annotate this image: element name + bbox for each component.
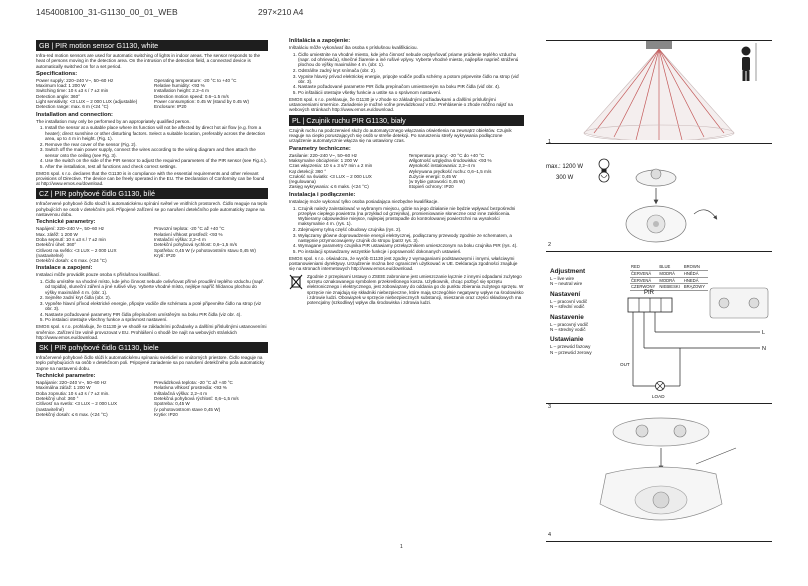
disposal-notice [289, 274, 524, 306]
pl-spec-title: Parametry techniczne: [289, 145, 351, 152]
spec-row: Maximálna záťaž: 1 200 W [36, 385, 91, 391]
legend-title-sk: Nastavenie [550, 313, 584, 321]
table-cell: MODRÁ [658, 270, 682, 277]
spec-row: Detekčný dosah: ≤ 6 max. (<24 °C) [36, 411, 108, 417]
sk-install-steps [289, 52, 524, 96]
table-header: BROWN [683, 264, 708, 270]
disposal-text: Zgodnie z przepisami Ustawy o ZSEIE zabronione jest umieszczanie łącznie z innymi odpadami zużytego sprzętu oznakowanego symbolem przekreślonego kosza. Użytkownik, chcąc pozbyć się sprzętu elektronicznego i elektrycznego, jest zobowiązany do oddania go do punktu zbierania zużytego sprzętu. W sprzęcie nie znajdują się składniki niebezpieczne, które mają szczególnie negatywny wpływ na środowisko i zdrowie ludzi. Obowiązek w sprzęcie niebezpiecznych substancji, mieszanin oraz części składowych ma potencjalny (szkodliwy) wpływ dla środowiska i zdrowia ludzi. [307, 273, 524, 306]
spec-row: Detekční dosah: ≤ 6 max. (<24 °C) [36, 258, 107, 264]
list-item: 5. Po instalacji sprawdzamy wszystkie funkcje i poprawność dokonanych ustawień. [298, 249, 524, 254]
legend-line: L – pracovný vodič [550, 321, 589, 327]
list-item: 3. Vypněte hlavní přívod elektrické energie, připojte vodiče dle schématu a poté připevněte čidlo na strop (viz obr. 3). [45, 301, 268, 312]
gb-install-steps [36, 125, 268, 169]
spec-row: Max. zátěž: 1 200 W [36, 231, 78, 237]
spec-row: Czułość na światło: <3 LUX – 2 000 LUX [289, 173, 372, 179]
spec-row: (nastaviteľné) [36, 406, 64, 412]
spec-row: Spotřeba: 0,45 W (v pohotovostním stavu 0,45 W) [154, 247, 256, 253]
table-header: RED [630, 264, 658, 270]
spec-row: Doba zopnutia: 10 s ±3 s / 7 ±2 min. [36, 390, 110, 396]
table-row [630, 270, 708, 277]
tube-lamp-icon [599, 172, 609, 182]
legend-line: L – przewód fazowy [550, 344, 591, 350]
list-item: 1. Čidlo umístěte na vhodné místo, kde jeho činnost nebude ovlivňovat přímé proudění teplého vzduchu (např. od topidla), sluneční záření a jiné rušivé vlivy. Vyberte vhodné místo, nejlépe napříč hlídanou plochou do výšky maximálně 4 m. (obr. 1). [45, 279, 268, 295]
load-lamp-icon [656, 382, 665, 391]
spec-row: Detekční pohybová rychlost: 0,6–1,5 m/s [154, 242, 237, 248]
spec-row: Switching time: 10 s ±3 s / 7 ±2 min [36, 88, 109, 94]
list-item: 5. Po inštalácii otestujte všetky funkcie a ustite sa o správnom nastavení. [298, 90, 524, 95]
spec-row: Detection range: max. 6 m (<24 °C) [36, 104, 109, 110]
pir-label: PIR [644, 290, 655, 296]
list-item: 1. Czujnik należy zainstalować w wybranym miejscu, gdzie na jego działanie nie będzie wpływać bezpośredni przepływ ciepłego powietrza (na przykład od grzejnika), promieniowanie słoneczne oraz inne zakłócenia. Wybieramy odpowiednie miejsce, najlepiej prostopadle do kontrolowanej powierzchni na wysokości maksymalnie 4 m. (rys. 1). [298, 206, 524, 227]
spec-row: Napájení: 220–240 V~, 50–60 Hz [36, 226, 105, 232]
figure-2 [546, 143, 772, 250]
spec-row: Power supply: 220–240 V~, 50–60 Hz [36, 77, 114, 83]
spec-row [154, 258, 268, 263]
pl-intro: Czujnik ruchu na podczerwień służy do automatycznego włączania oświetlenia na zewnątrz obiektów. Czujnik reaguje na ciepło poruszających się osób w strefie detekcji. Po naruszeniu strefy wykrywania podłączone urządzenie automatycznie włącza się na ustawiony czas. [289, 127, 512, 144]
list-item: 1. Čidlo umiestnite na vhodné miesto, kde jeho činnosť nebude ovplyvňovať priame prúdenie teplého vzduchu (napr. od ohrievača), slnečné žiarenie a iné rušivé vplyvy. Vyberte vhodné miesto, najlepšie naprieč stráženú plochou do výšky maximálne 4 m. (obr. 1). [298, 52, 524, 68]
spec-row: Napájanie: 220–240 V~, 50–60 Hz [36, 380, 107, 386]
list-item: 5. After the installation, test all functions and check correct settings. [45, 164, 268, 169]
spec-row: (regulowana) [289, 179, 316, 185]
figure-1 [546, 40, 772, 145]
list-item: 2. Sejměte zadní kryt čidla (obr. 2). [45, 295, 268, 300]
spec-row: Wilgotność względna środowiska: <93 % [408, 157, 492, 163]
spec-row: Maximum load: 1 200 W [36, 83, 86, 89]
figure-4 [546, 403, 772, 543]
figure-bottom-rule [546, 541, 772, 542]
sk-declaration: EMOS spol. s r.o. prehlasuje, že G1130 je v zhode so základnými požiadavkami a ďalšími príslušnými ustanoveniami smernice. Zariadenie je možné voľne prevádzkovať v EÚ. Prehlásenie o zhode môžno nájsť na webových stránkach http://www.emos.eu/download. [289, 96, 513, 113]
legend-title-cz: Nastavení [550, 290, 581, 298]
spec-row: Operating temperature: -20 °C to +40 °C [154, 77, 237, 83]
legend-line: N – střední vodič [550, 304, 585, 310]
spec-row: Spotreba: 0,45 W [154, 401, 190, 407]
spec-row: Krytí: IP20 [154, 252, 176, 258]
spec-row: Instalační výška: 2,2–4 m [154, 236, 206, 242]
sk-install-intro: Inštaláciu môže vykonávať iba osoba s príslušnou kvalifikáciou. [289, 45, 418, 50]
spec-row: Light sensitivity: <3 LUX – 2 000 LUX (adjustable) [36, 99, 138, 105]
cz-install-steps [36, 279, 268, 323]
table-cell: NIEBIESKI [658, 284, 682, 291]
table-cell: HNEDÁ [683, 277, 708, 284]
gb-install-intro: The installation may only be performed by an appropriately qualified person. [36, 118, 191, 124]
figure-number: 1 [548, 139, 552, 145]
table-cell: CZERWONY [630, 284, 658, 291]
list-item: 4. Wymagane parametry czujnika PIR ustawiamy przełącznikiem umieszczonym na boku czujnika PIR (rys. 4). [298, 243, 524, 248]
pl-install-title: Instalacja i podłączenie: [289, 191, 356, 198]
column-left [36, 38, 268, 578]
table-cell: ČERVENÁ [630, 270, 658, 277]
spec-row: Provozní teplota: -20 °C až +40 °C [154, 226, 225, 232]
spec-row: Stopień ochrony: IP20 [408, 184, 454, 190]
spec-row: Temperatura pracy: -20 °C do +40 °C [408, 152, 485, 158]
legend-line: N – neutral wire [550, 281, 583, 287]
detection-cone-illustration [546, 41, 772, 140]
cz-install-intro: Instalaci může provádět pouze osoba s příslušnou kvalifikací. [36, 272, 161, 278]
figure-number: 3 [548, 404, 552, 410]
cz-declaration: EMOS spol. s r.o. prohlašuje, že G1130 je ve shodě se základními požadavky a dalšími příslušnými ustanoveními směrnice. Zařízení lze volně provozovat v EU. Prohlášení o shodě lze najít na webových stránkách http://www.emos.eu/download. [36, 324, 267, 340]
table-header: BLUE [658, 264, 682, 270]
legend-title-en: Adjustment [550, 268, 586, 275]
spec-row: Wykrywana prędkość ruchu: 0,6–1,5 m/s [408, 168, 492, 174]
spec-row: Detekční úhel: 360° [36, 242, 77, 248]
spec-row: (nastavitelné) [36, 252, 64, 258]
figure-number: 4 [548, 532, 552, 538]
spec-row: Inštalačná výška: 2,2–4 m [154, 390, 208, 396]
table-row [630, 277, 708, 284]
list-item: 3. Vypnite hlavný prívod elektrickej energie, pripojte vodiče podľa schémy a potom pripevnite čidlo na strop (viď obr. 3). [298, 74, 524, 85]
figure-number: 2 [548, 242, 552, 248]
spec-row: Zużycie energii: 0,45 W [408, 173, 457, 179]
spec-row: Prevádzková teplota: -20 °C až +40 °C [154, 380, 233, 386]
table-cell: ČERVENÁ [630, 277, 658, 284]
gb-intro: Infra-red motion sensors are used for automatic switching of lights in indoor areas. The sensor responds to the heat of persons moving in the detection area. On the intrusion of the detection field, a connected device is automatically switched on for a set period. [36, 53, 261, 69]
sk-specs [36, 380, 268, 417]
spec-row: Relatívna vlhkosť prostredia: <93 % [154, 385, 227, 391]
wire-legend [550, 268, 620, 355]
spec-row: Zasilanie: 220–240 V~, 50–60 Hz [289, 152, 358, 158]
list-item: 5. Po instalaci otestujte všechny funkce a správnost nastavení. [45, 317, 268, 322]
spec-row: Detekčná pohybová rýchlosť: 0,6–1,5 m/s [154, 395, 239, 401]
cz-specs [36, 226, 268, 263]
spec-row: Detection angle: 360° [36, 93, 80, 99]
section-title-sk: SK | PIR pohybové čidlo G1130, biele [36, 342, 268, 353]
sk-intro: Infračervené pohybové čidlo slúži k automatickému spínaniu svietidiel vo vnútorných priestore. Čidlo reaguje na teplo pohybujúcich sa osôb v detekčnom poli. Pripojené zariadenie sa po narušení detekčného poľa automaticky zapne na nastavenú dobu. [36, 355, 265, 371]
l-terminal-label: L [762, 330, 766, 336]
gb-install-title: Installation and connection: [36, 111, 113, 118]
section-title-gb: GB | PIR motion sensor G1130, white [36, 40, 268, 51]
sk-install-title: Inštalácia a zapojenie: [289, 38, 351, 44]
wiring-diagram [620, 286, 772, 402]
spec-row: Installation height: 2.2–4 m [154, 88, 209, 94]
sensor-ceiling-mount-illustration [546, 404, 772, 544]
spec-row: Krytie: IP20 [154, 411, 178, 417]
pl-specs [289, 153, 524, 190]
spec-row: Power consumption: 0.45 W (stand by 0.45 W) [154, 99, 249, 105]
list-item: 2. Remove the rear cover of the sensor (Fig. 2). [45, 142, 268, 147]
load-min-label: 300 W [556, 175, 574, 181]
crossed-bin-icon [289, 274, 303, 290]
pl-install-intro: Instalację może wykonać tylko osoba posiadająca niezbędne kwalifikacje. [289, 198, 439, 204]
list-item: 3. Wyłączamy główne doprowadzenie energii elektrycznej, podłączamy przewody zgodnie ze schematem, a następnie przymocowujemy czujnik do stropu (patrz rys. 3). [298, 233, 524, 244]
out-label: OUT [620, 362, 630, 367]
cz-install-title: Instalace a zapojení: [36, 265, 93, 272]
cz-spec-title: Technické parametry: [36, 219, 96, 226]
spec-row: Detection motion speed: 0.6–1.5 m/s [154, 93, 229, 99]
document-code: 1454008100_31-G1130_00_01_WEB [36, 7, 178, 17]
section-title-pl: PL | Czujnik ruchu PIR G1130, biały [289, 115, 524, 126]
spec-row: (v pohotovostnom stave 0,45 W) [154, 406, 221, 412]
spec-row: Wysokość instalowania: 2,2–4 m [408, 163, 476, 169]
spec-row: Relative humidity: <93 % [154, 83, 205, 89]
paper-format: A4 [293, 7, 304, 17]
spec-row: Kąt detekcji: 360 ° [289, 168, 327, 174]
incandescent-bulb-icon [599, 159, 609, 173]
load-max-label: max.: 1200 W [546, 164, 584, 170]
spec-row: Czas włączenia: 10 s ± 3 s/7 min ± 2 min [289, 163, 373, 169]
spec-row: (w trybie gotowości 0,45 W) [408, 179, 465, 185]
spec-row: Citlivosť na svetlo: <3 LUX – 2 000 LUX [36, 401, 118, 407]
spec-row: Enclosure: IP20 [154, 104, 187, 110]
legend-line: L – pracovní vodič [550, 298, 588, 304]
table-cell: HNĚDÁ [683, 270, 708, 277]
spec-row: Relativní vlhkost prostředí: <93 % [154, 231, 223, 237]
column-middle [289, 38, 524, 578]
gb-spec-title: Specifications: [36, 70, 78, 77]
list-item: 4. Nastavte požadované parametry PIR čidla přepínačem umístěným na boku PIR čidla (viz obr. 4). [45, 312, 268, 317]
section-title-cz: CZ | PIR pohybové čidlo G1130, bílé [36, 188, 268, 199]
spec-row: Doba sepnutí: 10 s ±3 s / 7 ±2 min [36, 236, 106, 242]
legend-title-pl: Ustawianie [550, 336, 584, 344]
page-number: 1 [400, 544, 403, 550]
print-header [0, 0, 808, 22]
legend-line: N – przewód zerowy [550, 349, 592, 355]
table-cell: BRĄZOWY [683, 284, 708, 291]
list-item: 2. Odstráňte zadný kryt snímača (obr. 2). [298, 68, 524, 73]
spec-row: Detekčný uhol: 360 ° [36, 395, 79, 401]
list-item: 1. Install the sensor at a suitable place where its function will not be affected by direct hot air flow (e.g. from a heater); direct sunshine or other disturbing factors. Select a suitable location, preferably across the detection area, up to 4 m in height. (Fig. 1). [45, 125, 268, 141]
table-cell: MODRÁ [658, 277, 682, 284]
load-label: LOAD [652, 394, 665, 399]
list-item: 4. Use the switch on the side of the PIR sensor to adjust the required parameters of the PIR sensor (see Fig.4.). [45, 158, 268, 163]
gb-specs [36, 78, 268, 110]
list-item: 2. Zdejmujemy tylną część obudowy czujnika (rys. 2). [298, 227, 524, 232]
pl-install-steps [289, 206, 524, 255]
list-item: 3. Switch off the main power supply, connect the wires according to the wiring diagram and then attach the sensor onto the ceiling (see Fig. 3). [45, 147, 268, 158]
list-item: 4. Nastavte požadované parametre PIR čidla prepínačom umiestneným na boku PIR čidla (viď obr. 4). [298, 84, 524, 89]
page-size: 297×210 [258, 7, 292, 17]
gb-declaration: EMOS spol. s r.o. declares that the G1130 is in compliance with the essential requirements and other relevant provisions of Directive. The device can be freely operated in the EU. The Declaration of Conformity can be found at http://www.emos.eu/download. [36, 170, 265, 187]
spec-row: Maksymalne obciążenie: 1 200 W [289, 157, 358, 163]
legend-line: N – stredný vodič [550, 327, 586, 333]
pl-declaration: EMOS spol. s r.o. oświadcza, że wyrób G1130 jest zgodny z wymaganiami podstawowymi i innymi, właściwymi postanowieniami dyrektywy. Urządzenie można bez ograniczeń użytkować w UE. Deklaracja zgodności znajduje się na stronach internetowych http://www.emos.eu/download. [289, 255, 518, 272]
spec-row: Zasięg wykrywania: ≤ 6 maks. (<24 °C) [289, 184, 369, 190]
sk-spec-title: Technické parametre: [36, 373, 96, 380]
n-terminal-label: N [762, 346, 766, 352]
spec-row: Citlivost na světlo: <3 LUX – 2 000 LUX [36, 247, 117, 253]
cz-intro: Infračervené pohybové čidlo slouží k automatickému spínání světel ve vnitřních prostorech. Čidlo reaguje na teplo pohybujících se osob v detekčním poli. Připojené zařízení se po narušení detekčního pole automaticky zapne na nastavenou dobu. [36, 201, 268, 218]
legend-line: L – live wire [550, 276, 575, 281]
load-and-cover-illustration [546, 144, 772, 251]
